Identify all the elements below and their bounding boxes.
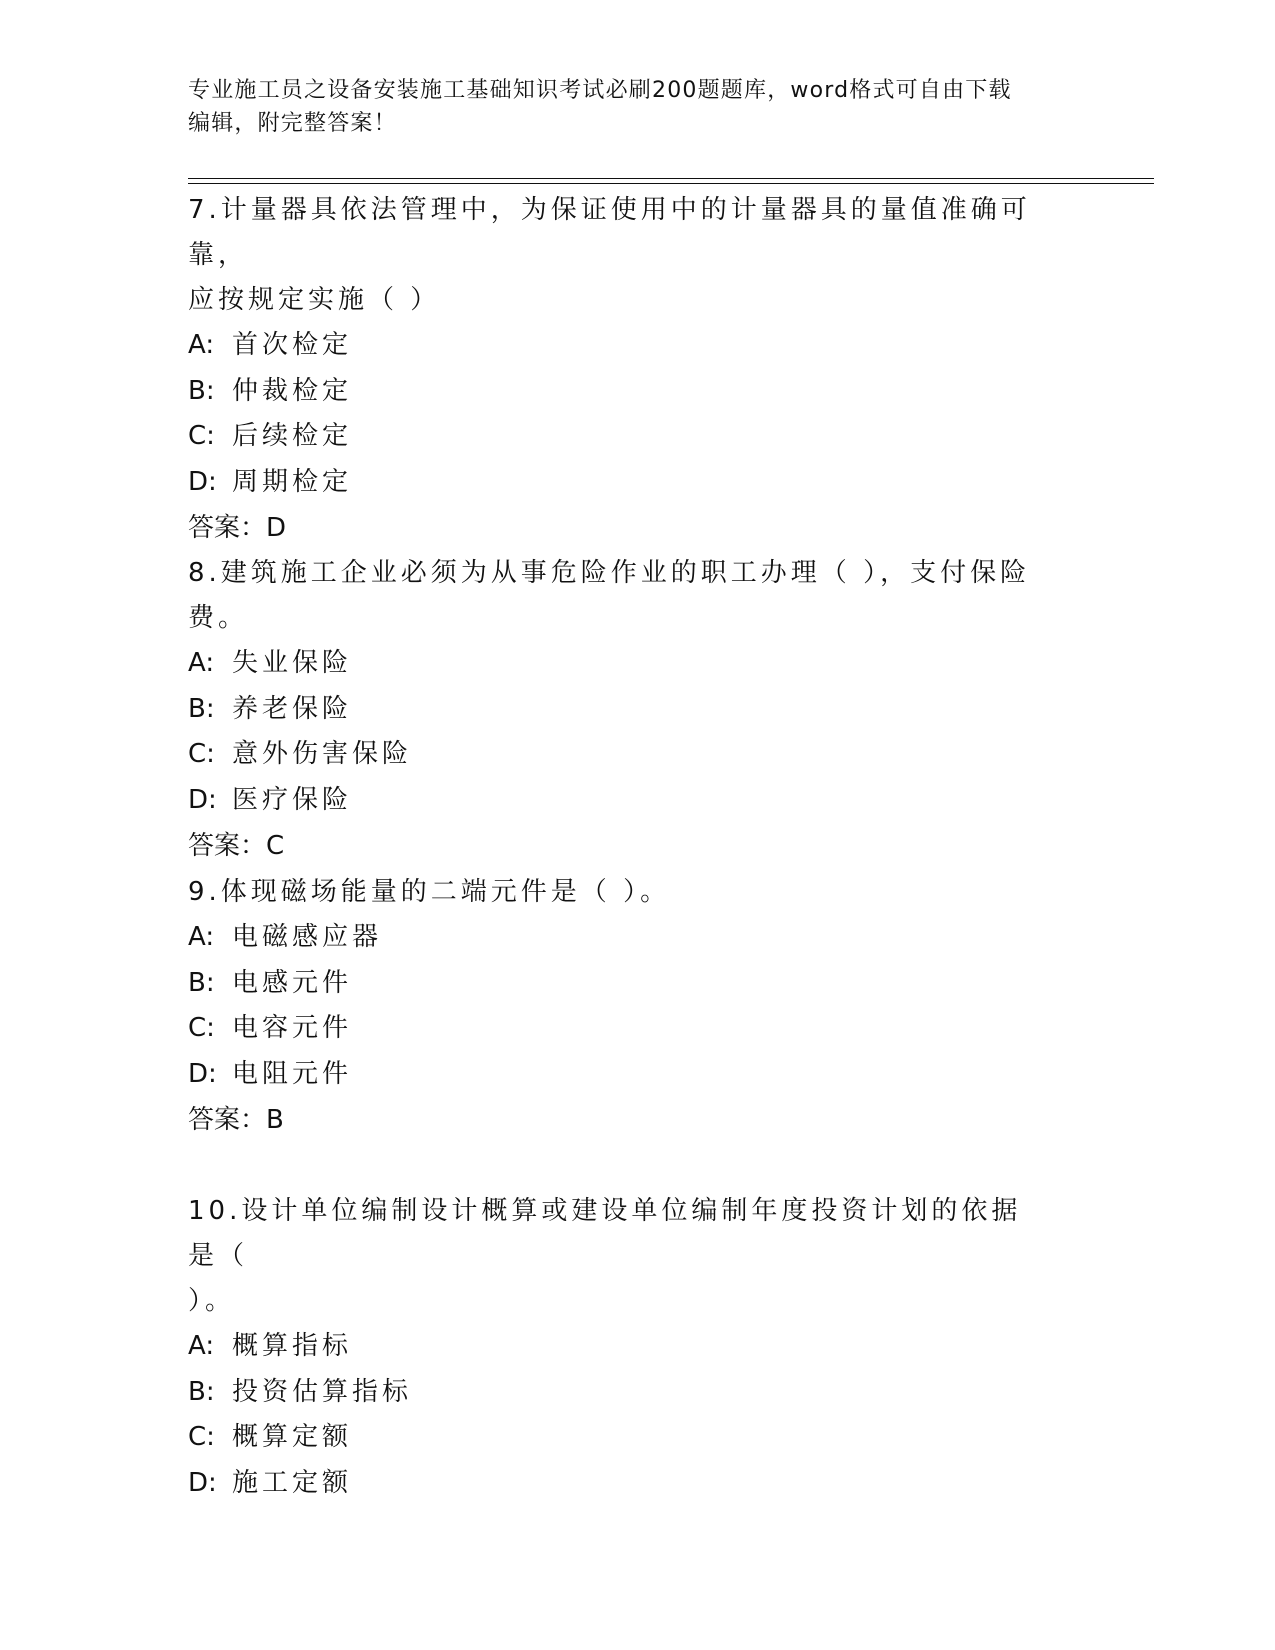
question-8 [188, 551, 1048, 869]
option-text: 概算指标 [232, 1331, 353, 1361]
answer-line: 答案：D [188, 513, 287, 543]
option-letter: D: [188, 1467, 217, 1498]
option-text: 失业保险 [232, 648, 353, 678]
option-c [188, 1006, 1048, 1052]
question-line: 10.设计单位编制设计概算或建设单位编制年度投资计划的依据是（ [188, 1196, 1022, 1271]
document-header [188, 74, 1068, 140]
option-text: 电磁感应器 [232, 922, 383, 952]
option-text: 施工定额 [232, 1467, 353, 1498]
option-letter: C: [188, 1013, 215, 1043]
option-text: 电感元件 [232, 967, 353, 998]
option-d [188, 1052, 1048, 1098]
option-text: 养老保险 [232, 693, 353, 724]
option-b [188, 1370, 1048, 1416]
option-d [188, 1461, 1048, 1507]
option-text: 仲裁检定 [232, 375, 353, 406]
question-line: 7.计量器具依法管理中，为保证使用中的计量器具的量值准确可靠， [188, 195, 1031, 270]
option-b [188, 961, 1048, 1007]
option-text: 后续检定 [232, 421, 353, 451]
option-letter: A: [188, 648, 215, 678]
option-letter: C: [188, 1422, 215, 1452]
option-a [188, 1324, 1048, 1370]
option-text: 投资估算指标 [232, 1376, 413, 1407]
option-letter: D: [188, 1058, 217, 1089]
question-text [188, 1189, 1048, 1324]
question-9 [188, 870, 1048, 1143]
question-line: 应按规定实施（ ） [188, 285, 441, 315]
option-c [188, 732, 1048, 778]
question-line: ）。 [188, 1286, 236, 1316]
option-letter: B: [188, 693, 215, 724]
option-letter: B: [188, 375, 215, 406]
option-d [188, 460, 1048, 506]
option-text: 周期检定 [232, 466, 353, 497]
option-letter: A: [188, 1331, 215, 1361]
option-a [188, 323, 1048, 369]
question-text [188, 870, 1048, 915]
option-text: 概算定额 [232, 1422, 353, 1452]
question-line: 8.建筑施工企业必须为从事危险作业的职工办理（ ），支付保险费。 [188, 558, 1031, 633]
header-divider-bottom [188, 183, 1154, 184]
option-b [188, 687, 1048, 733]
header-line-2: 编辑，附完整答案！ [188, 111, 397, 136]
option-text: 首次检定 [232, 330, 353, 360]
option-text: 电阻元件 [232, 1058, 353, 1089]
option-c [188, 414, 1048, 460]
question-text [188, 188, 1048, 323]
answer-line: 答案：C [188, 831, 285, 861]
header-line-1: 专业施工员之设备安装施工基础知识考试必刷200题题库，word格式可自由下载 [188, 78, 1012, 103]
option-letter: A: [188, 330, 215, 360]
option-letter: A: [188, 922, 215, 952]
question-line: 9.体现磁场能量的二端元件是（ ）。 [188, 877, 671, 907]
option-a [188, 641, 1048, 687]
question-10 [188, 1189, 1048, 1506]
answer-line: 答案：B [188, 1105, 284, 1135]
option-letter: B: [188, 967, 215, 998]
option-text: 电容元件 [232, 1013, 353, 1043]
option-c [188, 1415, 1048, 1461]
option-letter: D: [188, 784, 217, 815]
option-text: 医疗保险 [232, 784, 353, 815]
question-text [188, 551, 1048, 641]
option-d [188, 778, 1048, 824]
question-7 [188, 188, 1048, 551]
option-b [188, 369, 1048, 415]
option-letter: D: [188, 466, 217, 497]
option-letter: C: [188, 421, 215, 451]
header-divider-top [188, 178, 1154, 179]
option-a [188, 915, 1048, 961]
option-letter: B: [188, 1376, 215, 1407]
option-letter: C: [188, 739, 215, 769]
option-text: 意外伤害保险 [232, 739, 413, 769]
